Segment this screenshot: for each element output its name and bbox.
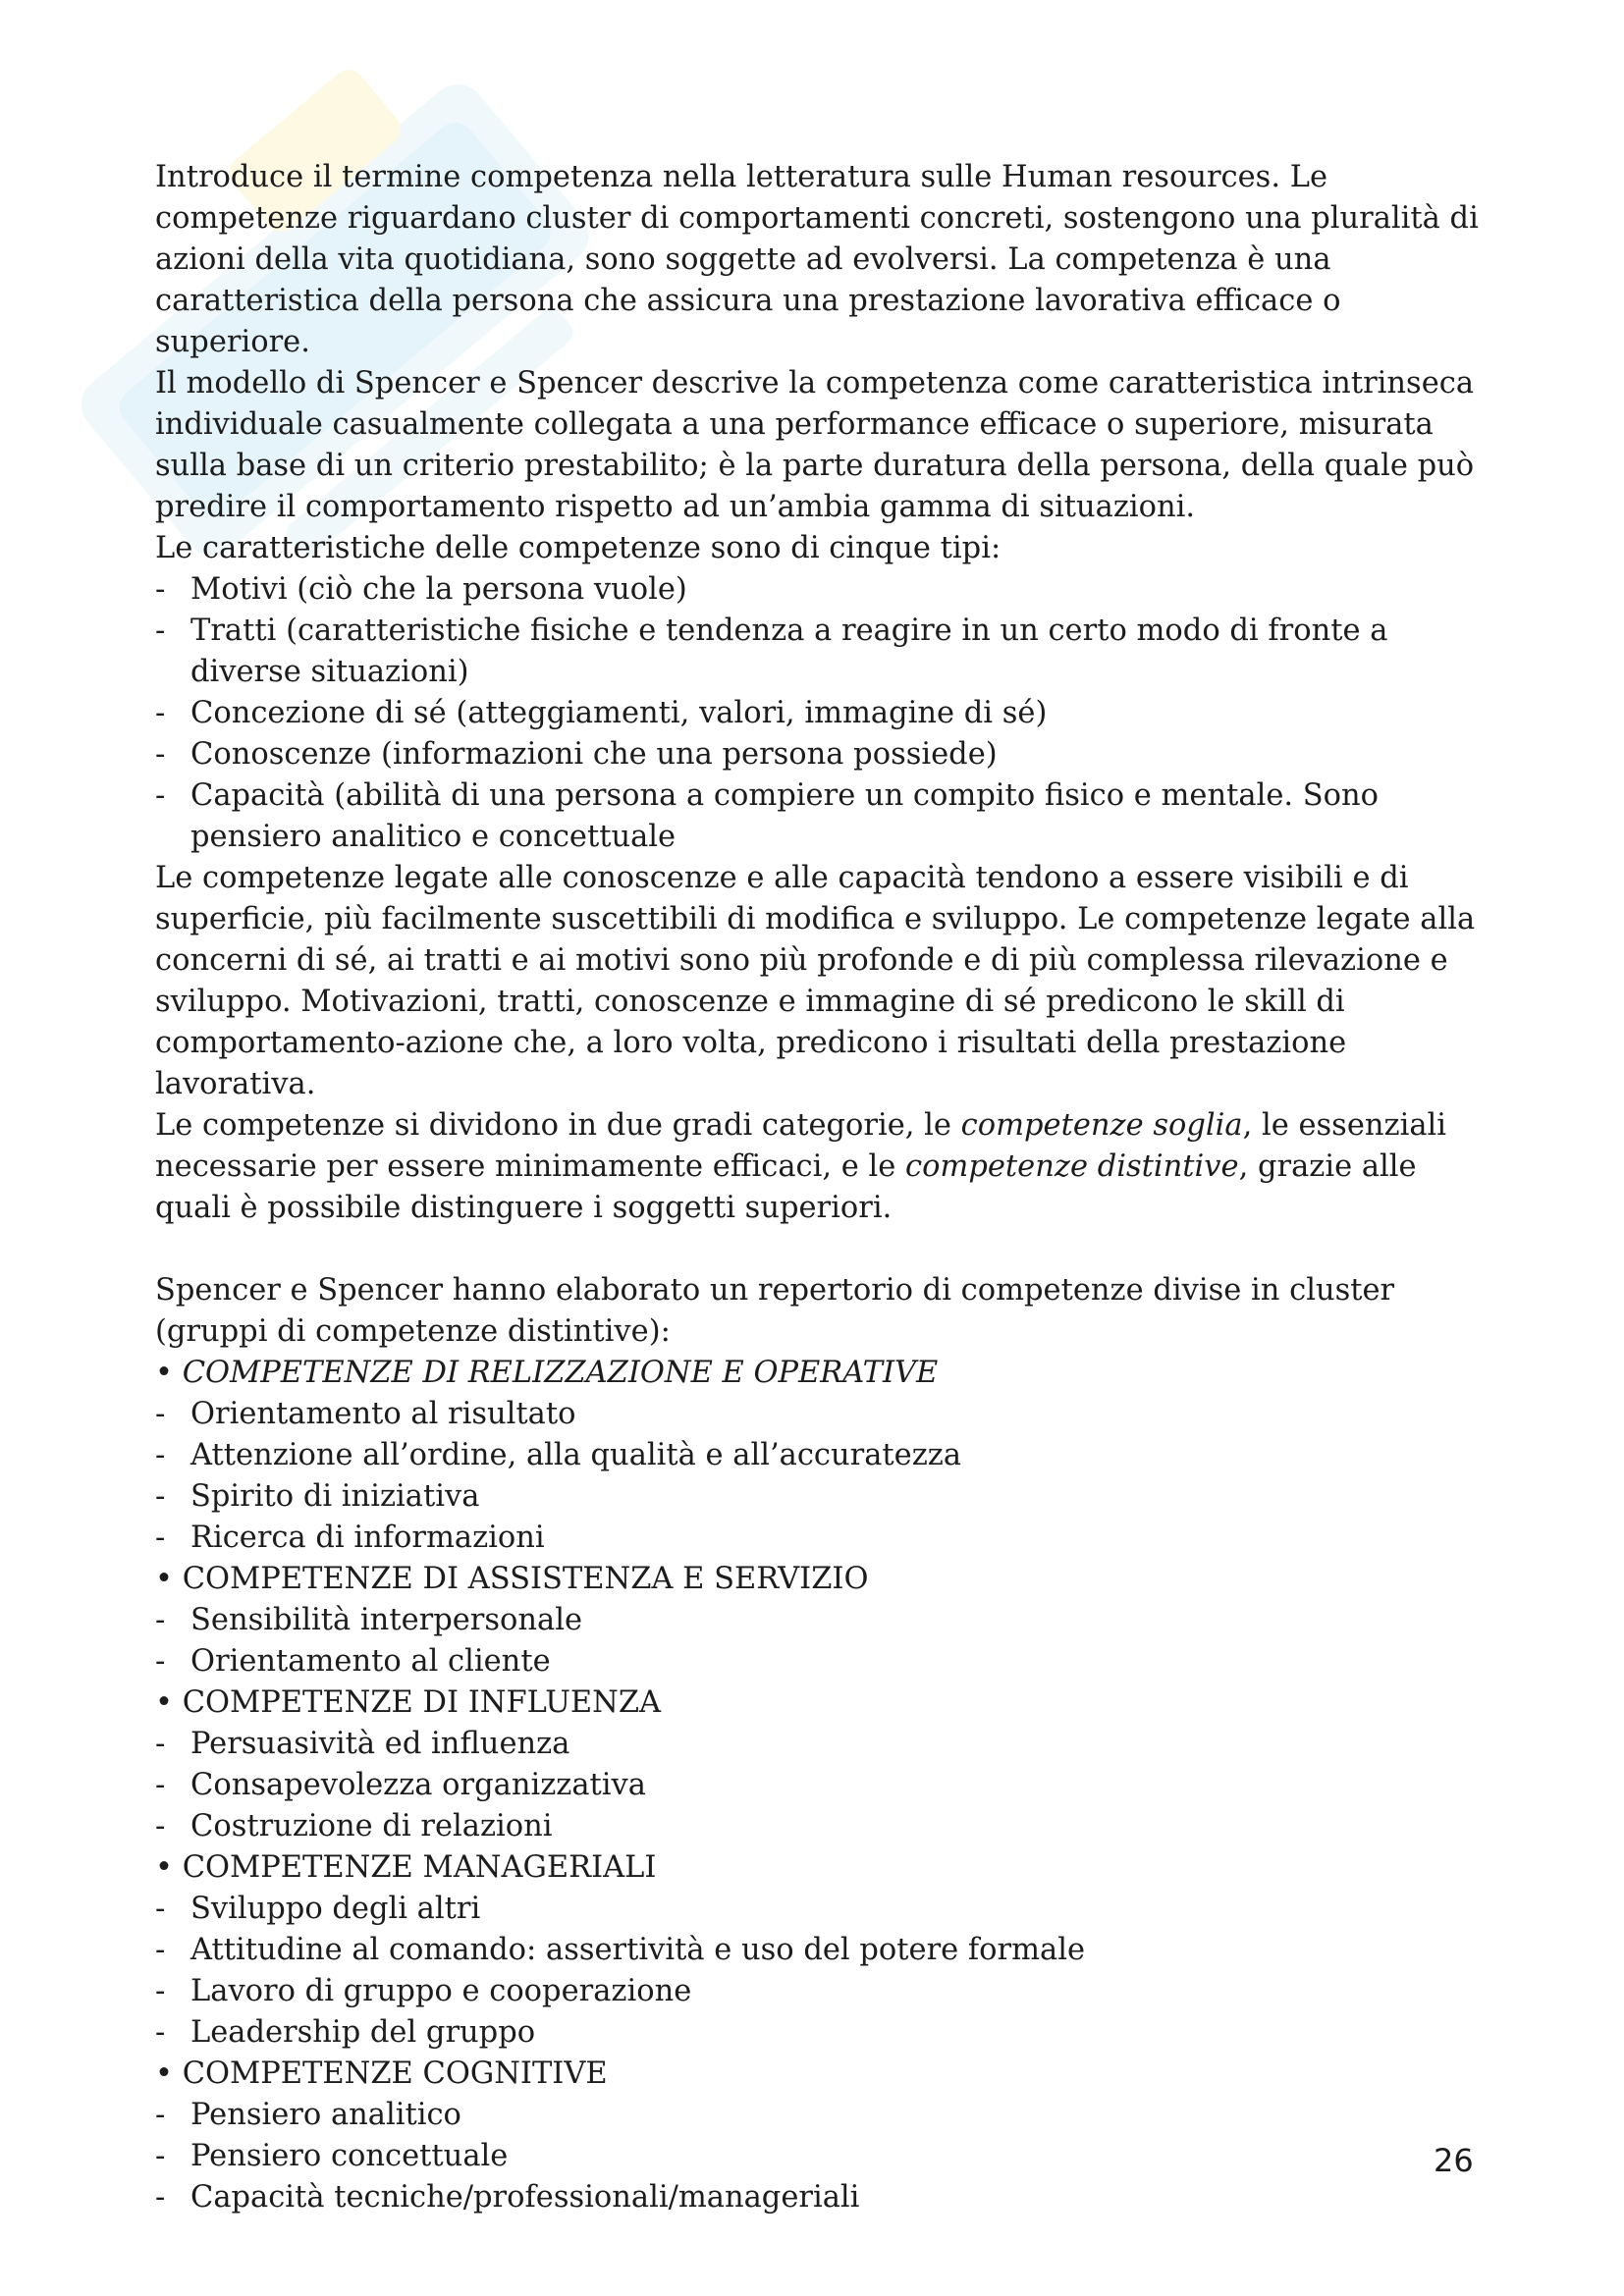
cluster-heading: • COMPETENZE DI ASSISTENZA E SERVIZIO <box>155 1562 869 1596</box>
dash-marker: - <box>155 737 166 772</box>
visibility-paragraph: Le competenze legate alle conoscenze e alle capacità tendono a essere visibili e di superficie, più facilmente suscettibili di modifica e sviluppo. Le competenze legate alla concerni di sé, ai tratti e ai motivi sono più profonde e di più complessa rilevazione e sviluppo. Motivazioni, tratti, conoscenze e immagine di sé predicono le skill di comportamento-azione che, a loro volta, predicono i risultati della prestazione lavorativa. <box>155 861 1476 1101</box>
list-item: - Sviluppo degli altri <box>155 1889 1490 1930</box>
list-item: - Attitudine al comando: assertività e uso del potere formale <box>155 1930 1490 1971</box>
dash-marker: - <box>155 1521 166 1555</box>
list-item: - Leadership del gruppo <box>155 2012 1490 2054</box>
dash-marker: - <box>155 778 166 813</box>
dash-marker: - <box>155 2139 166 2173</box>
list-item: - Tratti (caratteristiche fisiche e tendenza a reagire in un certo modo di fronte a diverse situazioni) <box>155 611 1490 693</box>
dash-marker: - <box>155 1438 166 1472</box>
cluster-heading: • COMPETENZE MANAGERIALI <box>155 1850 657 1885</box>
list-item: - Capacità tecniche/professionali/manageriali <box>155 2177 1490 2218</box>
list-item: - Pensiero concettuale <box>155 2136 1490 2177</box>
list-item: - Orientamento al risultato <box>155 1394 1490 1435</box>
dash-marker: - <box>155 1892 166 1926</box>
term-competenze-soglia: competenze soglia <box>960 1108 1243 1143</box>
document-body <box>155 157 1490 2218</box>
dash-marker: - <box>155 1644 166 1679</box>
spencer-model-paragraph: Il modello di Spencer e Spencer descrive la competenza come caratteristica intrinseca individuale casualmente collegata a una performance efficace o superiore, misurata sulla base di un criterio prestabilito; è la parte duratura della persona, della quale può predire il comportamento rispetto ad un’ambia gamma di situazioni. <box>155 366 1475 524</box>
page-number: 26 <box>1434 2142 1474 2179</box>
dash-marker: - <box>155 614 166 648</box>
categories-paragraph: Le competenze si dividono in due gradi categorie, le competenze soglia, le essenziali necessarie per essere minimamente efficaci, e le competenze distintive, grazie alle quali è possibile distinguere i soggetti superiori. <box>155 1108 1447 1225</box>
repertoire-paragraph: Spencer e Spencer hanno elaborato un repertorio di competenze divise in cluster (gruppi di competenze distintive): <box>155 1273 1395 1349</box>
cluster-heading: • COMPETENZE DI RELIZZAZIONE E OPERATIVE <box>155 1356 939 1390</box>
list-item: - Capacità (abilità di una persona a compiere un compito fisico e mentale. Sono pensiero analitico e concettuale <box>155 775 1490 858</box>
list-item: - Attenzione all’ordine, alla qualità e all’accuratezza <box>155 1435 1490 1476</box>
cluster-heading: • COMPETENZE DI INFLUENZA <box>155 1685 662 1720</box>
dash-marker: - <box>155 1727 166 1761</box>
dash-marker: - <box>155 696 166 730</box>
dash-marker: - <box>155 1974 166 2008</box>
list-item: - Lavoro di gruppo e cooperazione <box>155 1971 1490 2012</box>
term-competenze-distintive: competenze distintive <box>904 1149 1239 1184</box>
list-item: - Persuasività ed influenza <box>155 1724 1490 1765</box>
list-item: - Sensibilità interpersonale <box>155 1600 1490 1641</box>
list-item: - Spirito di iniziativa <box>155 1476 1490 1518</box>
list-item: - Motivi (ciò che la persona vuole) <box>155 569 1490 611</box>
list-item: - Conoscenze (informazioni che una persona possiede) <box>155 734 1490 775</box>
dash-marker: - <box>155 1933 166 1967</box>
cluster-list <box>155 1353 1490 2218</box>
dash-marker: - <box>155 572 166 607</box>
list-item: - Pensiero analitico <box>155 2095 1490 2136</box>
list-item: - Concezione di sé (atteggiamenti, valori, immagine di sé) <box>155 693 1490 734</box>
list-item: - Consapevolezza organizzativa <box>155 1765 1490 1806</box>
dash-marker: - <box>155 1768 166 1802</box>
dash-marker: - <box>155 2015 166 2050</box>
characteristics-list <box>155 569 1490 858</box>
dash-marker: - <box>155 1809 166 1843</box>
dash-marker: - <box>155 1479 166 1514</box>
characteristics-intro: Le caratteristiche delle competenze sono di cinque tipi: <box>155 531 1001 565</box>
dash-marker: - <box>155 1603 166 1637</box>
intro-paragraph: Introduce il termine competenza nella letteratura sulle Human resources. Le competenze riguardano cluster di comportamenti concreti, sostengono una pluralità di azioni della vita quotidiana, sono soggette ad evolversi. La competenza è una caratteristica della persona che assicura una prestazione lavorativa efficace o superiore. <box>155 160 1479 359</box>
dash-marker: - <box>155 1397 166 1431</box>
dash-marker: - <box>155 2098 166 2132</box>
cluster-heading: • COMPETENZE COGNITIVE <box>155 2056 608 2091</box>
list-item: - Ricerca di informazioni <box>155 1518 1490 1559</box>
list-item: - Orientamento al cliente <box>155 1641 1490 1682</box>
dash-marker: - <box>155 2180 166 2215</box>
list-item: - Costruzione di relazioni <box>155 1806 1490 1847</box>
